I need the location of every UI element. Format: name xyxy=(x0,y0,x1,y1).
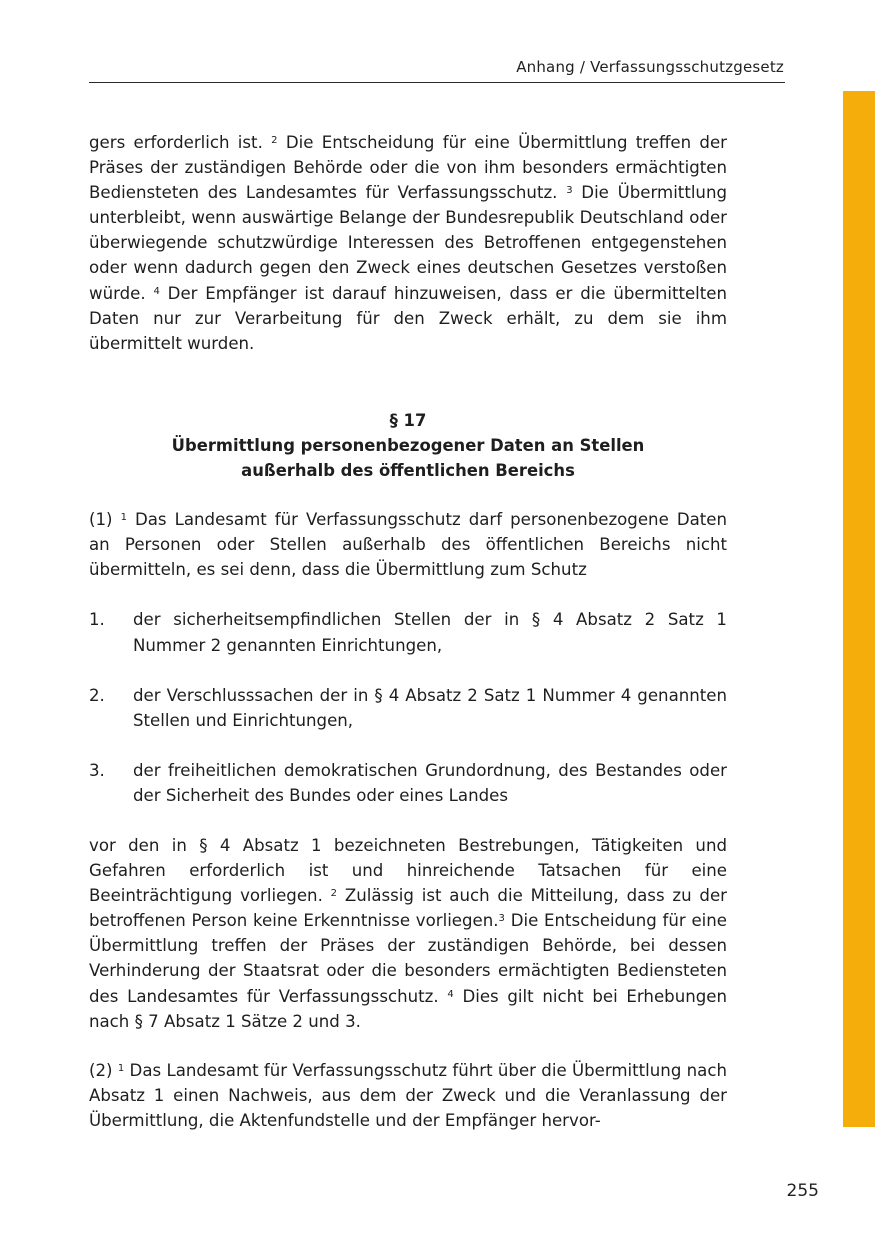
sentence: Der Empfänger ist darauf hinzuweisen, dass er die übermittelten Daten nur zur Verarbeitung für den Zweck erhält, zu dem sie ihm übermittelt wurden. xyxy=(89,283,728,353)
sentence: vor den in § 4 Absatz 1 bezeichneten Bestrebungen, Tätigkeiten und Gefahren erforderlich ist und hinreichende Tatsachen für eine Beeinträchtigung vorliegen. xyxy=(89,835,727,906)
list-item-number: 3. xyxy=(89,760,105,780)
sentence: Dies gilt nicht bei Erhebungen nach § 7 Absatz 1 Sätze 2 und 3. xyxy=(89,986,727,1031)
sentence: Das Landesamt für Verfassungsschutz darf personenbezogene Daten an Personen oder Stellen außerhalb des öffentlichen Bereichs nicht übermitteln, es sei denn, dass die Übermittlung zum Schutz xyxy=(89,510,727,580)
list-item xyxy=(89,607,727,657)
list-item-number: 2. xyxy=(89,685,105,705)
paragraph-2 xyxy=(89,1058,727,1133)
paragraph-1-intro xyxy=(89,507,727,582)
sentence: gers erforderlich ist. xyxy=(89,133,263,152)
section-heading xyxy=(89,408,727,483)
header-rule xyxy=(89,82,785,83)
section-title-line-1: Übermittlung personenbezogener Daten an Stellen xyxy=(171,435,645,455)
sentence: Die Entscheidung für eine Übermittlung treffen der Präses der zuständigen Behörde oder die von ihm besonders ermächtigten Bediensteten des Landesamtes für Verfassungsschutz. xyxy=(89,133,727,203)
sentence-number: 2 xyxy=(271,135,278,146)
sentence: Die Übermittlung unterbleibt, wenn auswärtige Belange der Bundesrepublik Deutschland oder überwiegende schutzwürdige Interessen des Betroffenen entgegenstehen oder wenn dadurch gegen den Zweck eines deutschen Gesetzes verstoßen würde. xyxy=(89,183,728,303)
section-number: § 17 xyxy=(389,410,427,430)
paragraph-label: (2) xyxy=(89,1060,113,1080)
sentence-number: 4 xyxy=(447,988,454,1000)
list-item-text: der sicherheitsempfindlichen Stellen der in § 4 Absatz 2 Satz 1 Nummer 2 genannten Einrichtungen, xyxy=(133,610,727,655)
sentence: Zulässig ist auch die Mitteilung, dass zu der betroffenen Person keine Erkenntnisse vorliegen. xyxy=(89,886,727,931)
continuation-paragraph xyxy=(89,130,727,356)
list-item xyxy=(89,758,727,808)
enumeration-list xyxy=(89,607,727,808)
running-header: Anhang / Verfassungsschutzgesetz xyxy=(516,58,784,76)
sentence-number: 3 xyxy=(566,185,573,197)
paragraph-1-conclusion xyxy=(89,833,727,1034)
sentence-number: 4 xyxy=(153,285,160,297)
list-item-text: der Verschlusssachen der in § 4 Absatz 2 Satz 1 Nummer 4 genannten Stellen und Einrichtungen, xyxy=(133,685,727,730)
list-item-number: 1. xyxy=(89,610,105,630)
list-item-text: der freiheitlichen demokratischen Grundordnung, des Bestandes oder der Sicherheit des Bundes oder eines Landes xyxy=(133,760,727,805)
paragraph-label: (1) xyxy=(89,510,113,530)
sentence: Die Entscheidung für eine Übermittlung treffen der Präses der zuständigen Behörde, bei dessen Verhinderung der Staatsrat oder die besonders ermächtigten Bediensteten des Landesamtes für Verfassungsschutz. xyxy=(89,911,727,1006)
list-item xyxy=(89,683,727,733)
page-body xyxy=(89,130,727,1133)
chapter-tab-bar xyxy=(843,91,875,1127)
sentence-number: 2 xyxy=(330,888,338,900)
sentence-number: 1 xyxy=(120,512,127,524)
section-title-line-2: außerhalb des öffentlichen Bereichs xyxy=(241,461,575,481)
sentence-number: 1 xyxy=(117,1062,125,1074)
page-number: 255 xyxy=(786,1181,819,1201)
sentence: Das Landesamt für Verfassungsschutz führt über die Übermittlung nach Absatz 1 einen Nachweis, aus dem der Zweck und die Veranlassung der Übermittlung, die Aktenfundstelle und der Empfänger hervor- xyxy=(89,1060,727,1130)
sentence-number: 3 xyxy=(498,913,505,925)
